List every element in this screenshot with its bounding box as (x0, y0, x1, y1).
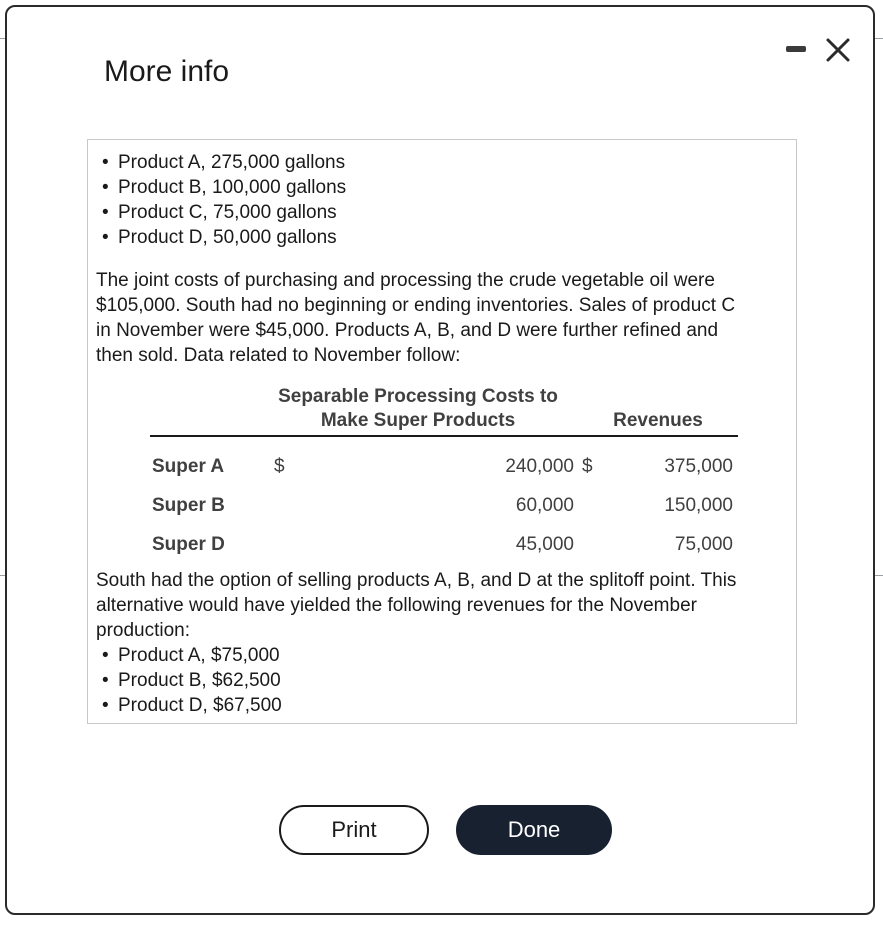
cost-value: 45,000 (515, 534, 574, 555)
revenue-value: 75,000 (674, 534, 733, 555)
currency-symbol: $ (274, 456, 285, 477)
list-item: • Product A, 275,000 gallons (96, 150, 346, 175)
table-header-revenues: Revenues (613, 410, 703, 431)
done-button[interactable]: Done (456, 805, 612, 855)
dialog-title: More info (104, 55, 230, 88)
paragraph-line: in November were $45,000. Products A, B, and D were further refined and (96, 320, 719, 341)
list-item: • Product C, 75,000 gallons (96, 200, 346, 225)
paragraph-line: alternative would have yielded the following revenues for the November (96, 595, 697, 616)
splitoff-revenue-list (96, 643, 282, 718)
row-label: Super A (152, 456, 225, 477)
list-item: • Product B, $62,500 (96, 668, 282, 693)
print-button[interactable]: Print (279, 805, 429, 855)
table-header-costs-line1: Separable Processing Costs to (278, 386, 558, 407)
more-info-dialog (5, 5, 875, 915)
close-icon (823, 35, 853, 65)
paragraph-line: South had the option of selling products A, B, and D at the splitoff point. This (96, 570, 737, 591)
table-header-rule (150, 435, 738, 437)
list-item: • Product B, 100,000 gallons (96, 175, 346, 200)
paragraph-line: The joint costs of purchasing and processing the crude vegetable oil were (96, 270, 715, 291)
list-item: • Product D, $67,500 (96, 693, 282, 718)
joint-costs-paragraph (96, 268, 786, 368)
currency-symbol: $ (582, 456, 593, 477)
minimize-button[interactable] (783, 35, 809, 61)
list-item: • Product D, 50,000 gallons (96, 225, 346, 250)
revenue-value: 375,000 (664, 456, 733, 477)
paragraph-line: production: (96, 620, 191, 641)
product-list (96, 150, 346, 250)
revenue-value: 150,000 (664, 495, 733, 516)
list-item: • Product A, $75,000 (96, 643, 282, 668)
row-label: Super B (152, 495, 225, 516)
paragraph-line: then sold. Data related to November follow: (96, 345, 461, 366)
row-label: Super D (152, 534, 225, 555)
table-header-costs-line2: Make Super Products (320, 410, 516, 431)
minimize-icon (786, 46, 806, 52)
close-button[interactable] (823, 35, 853, 65)
splitoff-paragraph (96, 568, 786, 643)
cost-value: 60,000 (515, 495, 574, 516)
paragraph-line: $105,000. South had no beginning or ending inventories. Sales of product C (96, 295, 736, 316)
info-content-box (87, 139, 797, 724)
cost-value: 240,000 (505, 456, 574, 477)
